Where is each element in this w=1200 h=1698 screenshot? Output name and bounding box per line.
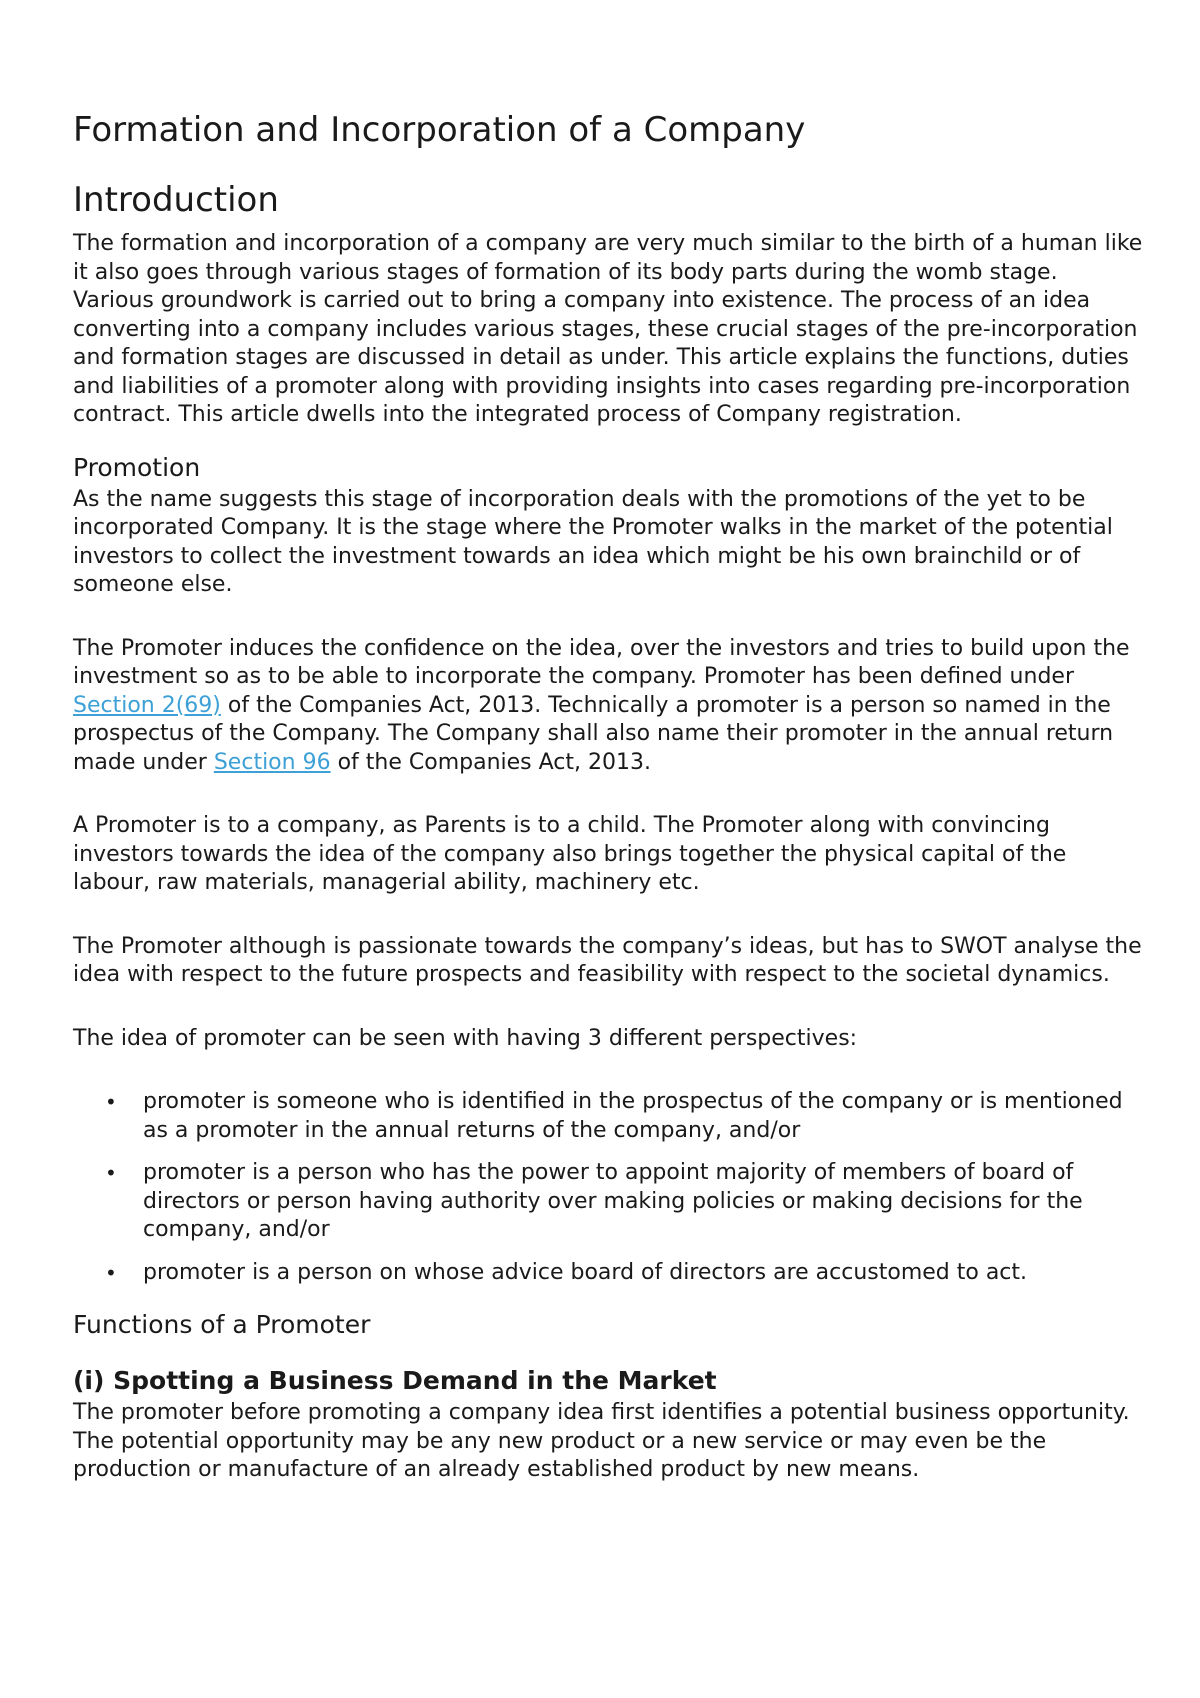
introduction-heading: Introduction	[73, 180, 279, 220]
bullet-icon: •	[105, 1090, 117, 1114]
list-item-text: promoter is a person who has the power to appoint majority of members of board of directors or person having authority over making policies or making decisions for the company, and/or	[143, 1160, 1083, 1242]
promotion-paragraph-2	[73, 635, 1143, 778]
section-96-link[interactable]: Section 96	[213, 749, 331, 775]
paragraph-text: of the Companies Act, 2013. Technically a promoter is a person so named in the prospectus of the Company. The Company shall also name their promoter in the annual return made under	[73, 692, 1114, 775]
promotion-paragraph-4: The Promoter although is passionate towards the company’s ideas, but has to SWOT analyse the idea with respect to the future prospects and feasibility with respect to the societal dynamics.	[73, 933, 1142, 987]
document-page	[73, 100, 1143, 1485]
section-2-69-link[interactable]: Section 2(69)	[73, 692, 221, 718]
spotting-demand-heading: (i) Spotting a Business Demand in the Market	[73, 1366, 717, 1395]
promotion-heading: Promotion	[73, 452, 201, 482]
list-item	[73, 1159, 1143, 1245]
paragraph-text: The Promoter induces the confidence on the idea, over the investors and tries to build upon the investment so as to be able to incorporate the company. Promoter has been defined under	[73, 635, 1130, 689]
list-item	[73, 1259, 1143, 1288]
promoter-perspectives-list	[73, 1088, 1143, 1287]
promotion-paragraph-1: As the name suggests this stage of incorporation deals with the promotions of the yet to be incorporated Company. It is the stage where the Promoter walks in the market of the potential investors to collect the investment towards an idea which might be his own brainchild or of someone else.	[73, 486, 1113, 597]
list-item-text: promoter is a person on whose advice board of directors are accustomed to act.	[143, 1259, 1028, 1285]
introduction-paragraph: The formation and incorporation of a company are very much similar to the birth of a human like it also goes through various stages of formation of its body parts during the womb stage. Various groundwork is carried out to bring a company into existence. The process of an idea converting into a company includes various stages, these crucial stages of the pre-incorporation and formation stages are discussed in detail as under. This article explains the functions, duties and liabilities of a promoter along with providing insights into cases regarding pre-incorporation contract. This article dwells into the integrated process of Company registration.	[73, 231, 1143, 427]
list-item	[73, 1088, 1143, 1145]
functions-heading: Functions of a Promoter	[73, 1310, 371, 1339]
promotion-paragraph-3: A Promoter is to a company, as Parents is to a child. The Promoter along with convincing investors towards the idea of the company also brings together the physical capital of the labour, raw materials, managerial ability, machinery etc.	[73, 813, 1067, 895]
paragraph-text: of the Companies Act, 2013.	[330, 749, 651, 775]
spotting-demand-paragraph: The promoter before promoting a company idea first identifies a potential business opportunity. The potential opportunity may be any new product or a new service or may even be the production or manufacture of an already established product by new means.	[73, 1400, 1130, 1482]
bullet-icon: •	[105, 1161, 117, 1185]
document-title: Formation and Incorporation of a Company	[73, 110, 806, 150]
list-item-text: promoter is someone who is identified in the prospectus of the company or is mentioned as a promoter in the annual returns of the company, and/or	[143, 1089, 1123, 1143]
promotion-paragraph-5: The idea of promoter can be seen with having 3 different perspectives:	[73, 1025, 858, 1051]
bullet-icon: •	[105, 1260, 117, 1285]
